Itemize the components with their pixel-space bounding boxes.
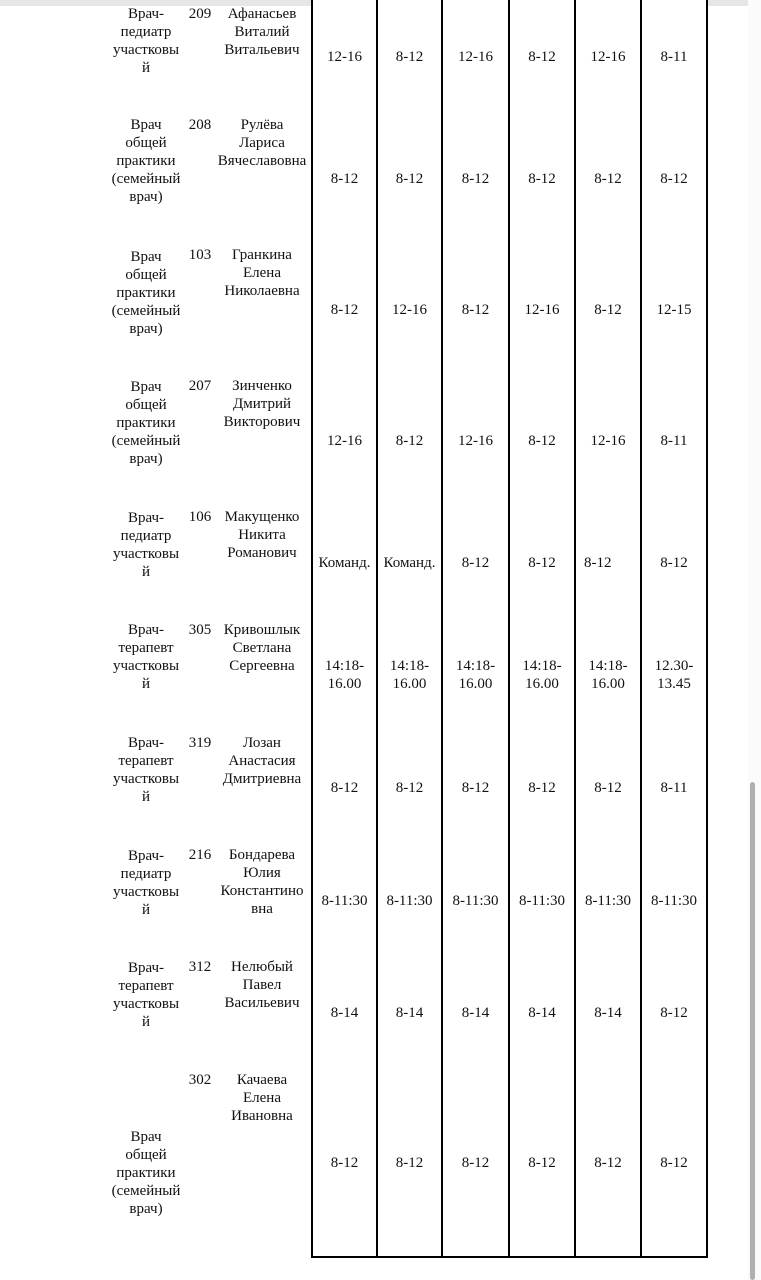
room-number: 207 (188, 378, 212, 394)
schedule-cell: 8-12 (376, 1069, 441, 1258)
schedule-cell: 14:18- 16.00 (441, 619, 508, 733)
schedule-cell: 8-12 (376, 0, 441, 116)
position-label: Врач общей практики (семейный врач) (111, 1129, 181, 1217)
room-number: 319 (188, 735, 212, 751)
room-number: 209 (188, 6, 212, 22)
schedule-cell: 12-16 (311, 0, 376, 116)
schedule-cell: 8-12 (640, 114, 708, 246)
schedule-cell: 14:18- 16.00 (574, 619, 640, 733)
schedule-cell: 8-12 (508, 375, 574, 508)
schedule-cell: 8-11 (640, 375, 708, 508)
schedule-cell: 8-14 (311, 957, 376, 1071)
schedule-cell: 12-16 (376, 244, 441, 377)
schedule-cell: 12-16 (508, 244, 574, 377)
schedule-cell: 8-12 (574, 244, 640, 377)
schedule-cell: 8-11:30 (574, 844, 640, 959)
schedule-cell: 14:18- 16.00 (311, 619, 376, 733)
schedule-cell: 8-11:30 (640, 844, 708, 959)
schedule-cell: 8-12 (441, 244, 508, 377)
position-label: Врач общей практики (семейный врач) (111, 249, 181, 337)
position-label: Врач общей практики (семейный врач) (111, 379, 181, 467)
schedule-cell: 8-11:30 (441, 844, 508, 959)
schedule-cell: 8-11 (640, 731, 708, 846)
doctor-name: Афанасьев Виталий Витальевич (224, 6, 300, 58)
schedule-cell: 8-12 (311, 244, 376, 377)
schedule-cell: 8-12 (311, 1069, 376, 1258)
schedule-cell: 12-16 (574, 375, 640, 508)
schedule-cell: 8-12 (574, 506, 640, 621)
schedule-cell: 8-12 (640, 506, 708, 621)
position-label: Врач- терапевт участковы й (112, 735, 180, 805)
doctor-name: Бондарева Юлия Константино вна (220, 847, 304, 917)
schedule-cell: 12.30- 13.45 (640, 619, 708, 733)
room-number: 302 (188, 1072, 212, 1088)
schedule-cell: 12-15 (640, 244, 708, 377)
schedule-cell: 8-12 (640, 957, 708, 1071)
schedule-cell: 8-14 (574, 957, 640, 1071)
schedule-cell: 8-11 (640, 0, 708, 116)
position-label: Врач общей практики (семейный врач) (111, 117, 181, 205)
doctor-name: Рулёва Лариса Вячеславовна (217, 117, 307, 169)
schedule-cell: 8-12 (441, 731, 508, 846)
schedule-cell: 12-16 (311, 375, 376, 508)
schedule-cell: 8-12 (376, 375, 441, 508)
doctor-name: Гранкина Елена Николаевна (224, 247, 300, 299)
schedule-cell: 14:18- 16.00 (508, 619, 574, 733)
scrollbar-thumb[interactable] (750, 782, 755, 1280)
schedule-cell: 8-12 (376, 731, 441, 846)
doctor-name: Кривошлык Светлана Сергеевна (223, 622, 301, 674)
position-label: Врач- терапевт участковы й (112, 622, 180, 692)
schedule-cell: 8-12 (508, 506, 574, 621)
doctor-name: Нелюбый Павел Васильевич (224, 959, 300, 1011)
schedule-cell: 8-12 (441, 1069, 508, 1258)
position-label: Врач- педиатр участковы й (112, 848, 180, 918)
doctor-name: Макущенко Никита Романович (224, 509, 300, 561)
schedule-cell: 8-12 (574, 114, 640, 246)
schedule-cell: 8-12 (508, 0, 574, 116)
schedule-cell: Команд. (311, 506, 376, 621)
doctor-name: Качаева Елена Ивановна (231, 1072, 293, 1124)
doctor-name: Лозан Анастасия Дмитриевна (222, 735, 302, 787)
position-label: Врач- педиатр участковы й (112, 6, 180, 76)
schedule-cell: 8-11:30 (311, 844, 376, 959)
schedule-cell: 8-12 (311, 114, 376, 246)
room-number: 312 (188, 959, 212, 975)
schedule-cell: 12-16 (574, 0, 640, 116)
schedule-cell: 8-12 (441, 506, 508, 621)
schedule-cell: 8-12 (574, 1069, 640, 1258)
schedule-cell: 8-12 (640, 1069, 708, 1258)
position-label: Врач- терапевт участковы й (112, 960, 180, 1030)
schedule-cell: 8-12 (574, 731, 640, 846)
schedule-cell: 8-11:30 (508, 844, 574, 959)
room-number: 106 (188, 509, 212, 525)
schedule-cell: 8-12 (311, 731, 376, 846)
schedule-cell: 8-12 (508, 731, 574, 846)
schedule-cell: 8-12 (441, 114, 508, 246)
doctor-name: Зинченко Дмитрий Викторович (223, 378, 301, 430)
room-number: 216 (188, 847, 212, 863)
room-number: 305 (188, 622, 212, 638)
schedule-cell: 8-14 (508, 957, 574, 1071)
schedule-cell: 14:18- 16.00 (376, 619, 441, 733)
schedule-cell: 8-12 (376, 114, 441, 246)
schedule-cell: 8-14 (376, 957, 441, 1071)
schedule-cell: 8-14 (441, 957, 508, 1071)
schedule-cell: 8-12 (508, 114, 574, 246)
room-number: 103 (188, 247, 212, 263)
schedule-cell: Команд. (376, 506, 441, 621)
schedule-cell: 8-11:30 (376, 844, 441, 959)
position-label: Врач- педиатр участковы й (112, 510, 180, 580)
schedule-cell: 8-12 (508, 1069, 574, 1258)
room-number: 208 (188, 117, 212, 133)
schedule-cell: 12-16 (441, 0, 508, 116)
schedule-cell: 12-16 (441, 375, 508, 508)
